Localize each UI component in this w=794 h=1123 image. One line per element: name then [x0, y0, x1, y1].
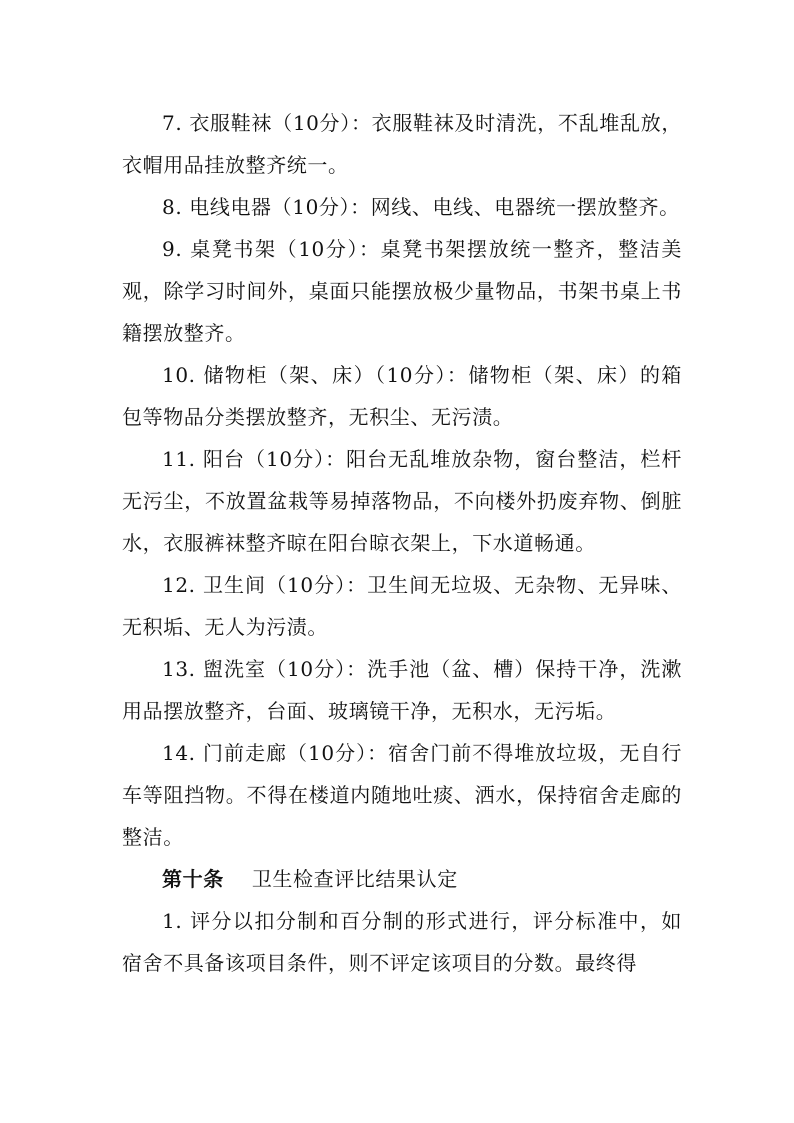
clause-10: 10. 储物柜（架、床）（10分）：储物柜（架、床）的箱包等物品分类摆放整齐，无积尘、无污渍。: [122, 363, 682, 429]
clause-11: 11. 阳台（10分）：阳台无乱堆放杂物，窗台整洁，栏杆无污尘，不放置盆栽等易掉落物品，不向楼外扔废弃物、倒脏水，衣服裤袜整齐晾在阳台晾衣架上，下水道畅通。: [122, 447, 682, 555]
clause-8: 8. 电线电器（10分）：网线、电线、电器统一摆放整齐。: [162, 195, 680, 219]
clause-13: 13. 盥洗室（10分）：洗手池（盆、槽）保持干净，洗漱用品摆放整齐，台面、玻璃镜干净，无积水，无污垢。: [122, 657, 682, 723]
clause-7: 7. 衣服鞋袜（10分）：衣服鞋袜及时清洗，不乱堆乱放，衣帽用品挂放整齐统一。: [122, 111, 682, 177]
document-body: [122, 102, 682, 984]
article-number: 第十条: [162, 867, 224, 891]
clause-14: 14. 门前走廊（10分）：宿舍门前不得堆放垃圾，无自行车等阻挡物。不得在楼道内随地吐痰、洒水，保持宿舍走廊的整洁。: [122, 741, 682, 849]
clause-12: 12. 卫生间（10分）：卫生间无垃圾、无杂物、无异味、无积垢、无人为污渍。: [122, 573, 682, 639]
closing-paragraph: 1. 评分以扣分制和百分制的形式进行，评分标准中，如宿舍不具备该项目条件，则不评定该项目的分数。最终得: [122, 909, 682, 975]
clause-9: 9. 桌凳书架（10分）：桌凳书架摆放统一整齐，整洁美观，除学习时间外，桌面只能摆放极少量物品，书架书桌上书籍摆放整齐。: [122, 237, 682, 345]
article-heading: [122, 858, 682, 900]
article-title: 卫生检查评比结果认定: [251, 867, 458, 891]
